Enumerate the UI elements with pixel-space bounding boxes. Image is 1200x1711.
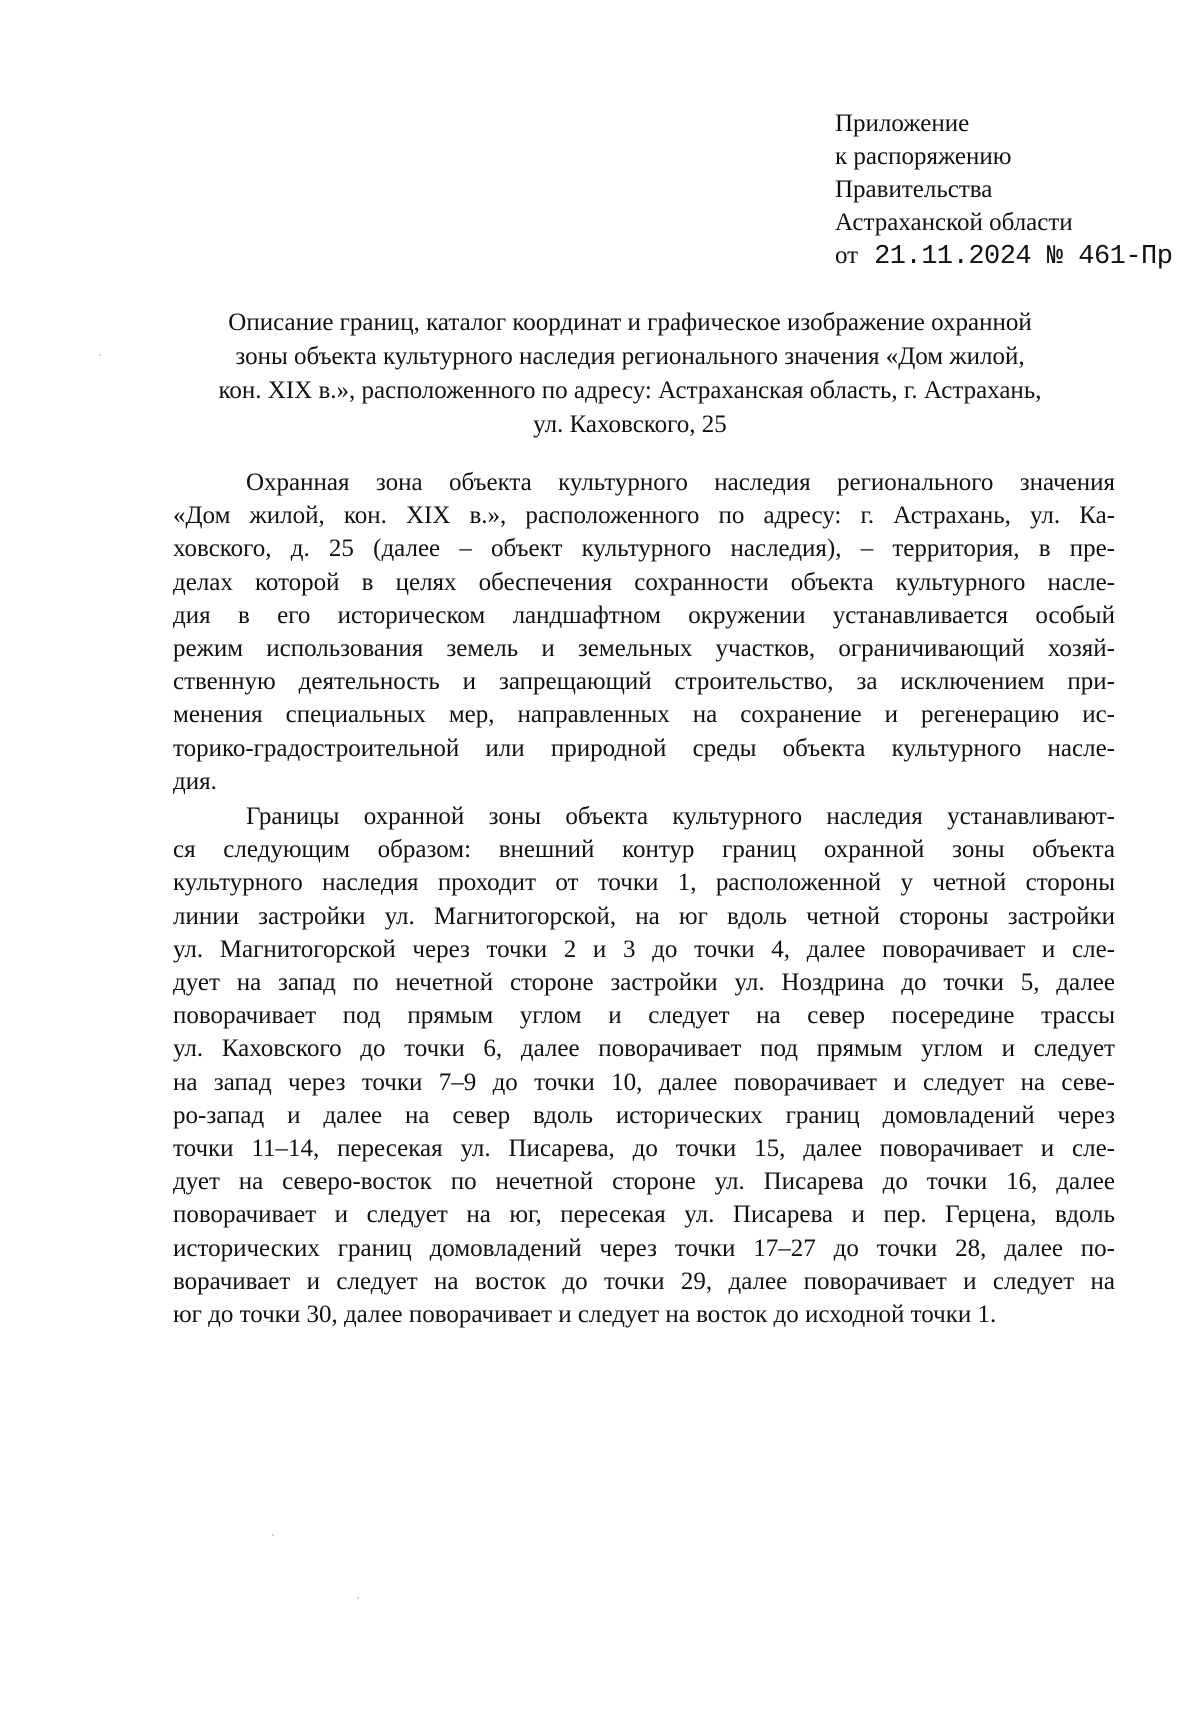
paragraph-line: ся следующим образом: внешний контур границ охранной зоны объекта [173,836,1115,864]
scan-speck [357,1597,359,1599]
title-line: ул. Каховского, 25 [533,411,727,438]
order-stamp: 21.11.2024 № 461-Пр [874,242,1173,272]
paragraph-line: дия. [173,767,217,795]
appendix-line: Астраханской области [835,209,1073,236]
appendix-header [835,107,1172,274]
paragraph-protection-zone [173,466,1115,798]
title-line: Описание границ, каталог координат и графическое изображение охранной [228,309,1032,336]
paragraph-line: ул. Каховского до точки 6, далее поворачивает под прямым углом и следует [173,1035,1115,1063]
paragraph-line: Границы охранной зоны объекта культурного наследия устанавливают- [246,803,1115,831]
paragraph-line: ственную деятельность и запрещающий строительство, за исключением при- [173,668,1115,696]
paragraph-line: дует на запад по нечетной стороне застройки ул. Ноздрина до точки 5, далее [173,969,1115,997]
paragraph-line: ховского, д. 25 (далее – объект культурного наследия), – территория, в пре- [173,535,1115,563]
paragraph-line: «Дом жилой, кон. XIX в.», расположенного по адресу: г. Астрахань, ул. Ка- [173,502,1115,530]
paragraph-boundaries [173,800,1115,1331]
paragraph-line: дия в его историческом ландшафтном окружении устанавливается особый [173,601,1115,629]
paragraph-line: Охранная зона объекта культурного наследия регионального значения [246,469,1115,496]
document-title [160,306,1100,442]
paragraph-line: ворачивает и следует на восток до точки 29, далее поворачивает и следует на [173,1267,1115,1295]
paragraph-line: дует на северо-восток по нечетной стороне ул. Писарева до точки 16, далее [173,1168,1115,1196]
paragraph-line: культурного наследия проходит от точки 1, расположенной у четной стороны [173,869,1115,897]
title-line: зоны объекта культурного наследия регионального значения «Дом жилой, [235,343,1025,370]
document-body [173,466,1115,1331]
order-date-number [835,239,1172,274]
appendix-line: Правительства [835,176,993,203]
paragraph-line: делах которой в целях обеспечения сохранности объекта культурного насле- [173,568,1115,596]
appendix-line: Приложение [835,110,970,137]
paragraph-line: на запад через точки 7–9 до точки 10, далее поворачивает и следует на севе- [173,1068,1115,1096]
paragraph-line: юг до точки 30, далее поворачивает и следует на восток до исходной точки 1. [173,1301,997,1329]
paragraph-line: линии застройки ул. Магнитогорской, на юг вдоль четной стороны застройки [173,902,1115,930]
title-line: кон. XIX в.», расположенного по адресу: Астраханская область, г. Астрахань, [218,377,1042,404]
scan-speck [272,1534,274,1536]
appendix-line: к распоряжению [835,143,1012,170]
paragraph-line: поворачивает и следует на юг, пересекая ул. Писарева и пер. Герцена, вдоль [173,1201,1115,1229]
paragraph-line: точки 11–14, пересекая ул. Писарева, до точки 15, далее поворачивает и сле- [173,1135,1115,1163]
paragraph-line: поворачивает под прямым углом и следует на север посередине трассы [173,1002,1115,1030]
paragraph-line: менения специальных мер, направленных на сохранение и регенерацию ис- [173,701,1115,729]
order-prefix: от [835,242,859,269]
paragraph-line: ул. Магнитогорской через точки 2 и 3 до точки 4, далее поворачивает и сле- [173,935,1115,963]
paragraph-line: исторических границ домовладений через точки 17–27 до точки 28, далее по- [173,1234,1115,1262]
paragraph-line: ро-запад и далее на север вдоль исторических границ домовладений через [173,1101,1115,1129]
scan-speck [99,354,101,356]
paragraph-line: торико-градостроительной или природной среды объекта культурного насле- [173,734,1115,762]
paragraph-line: режим использования земель и земельных участков, ограничивающий хозяй- [173,635,1115,663]
